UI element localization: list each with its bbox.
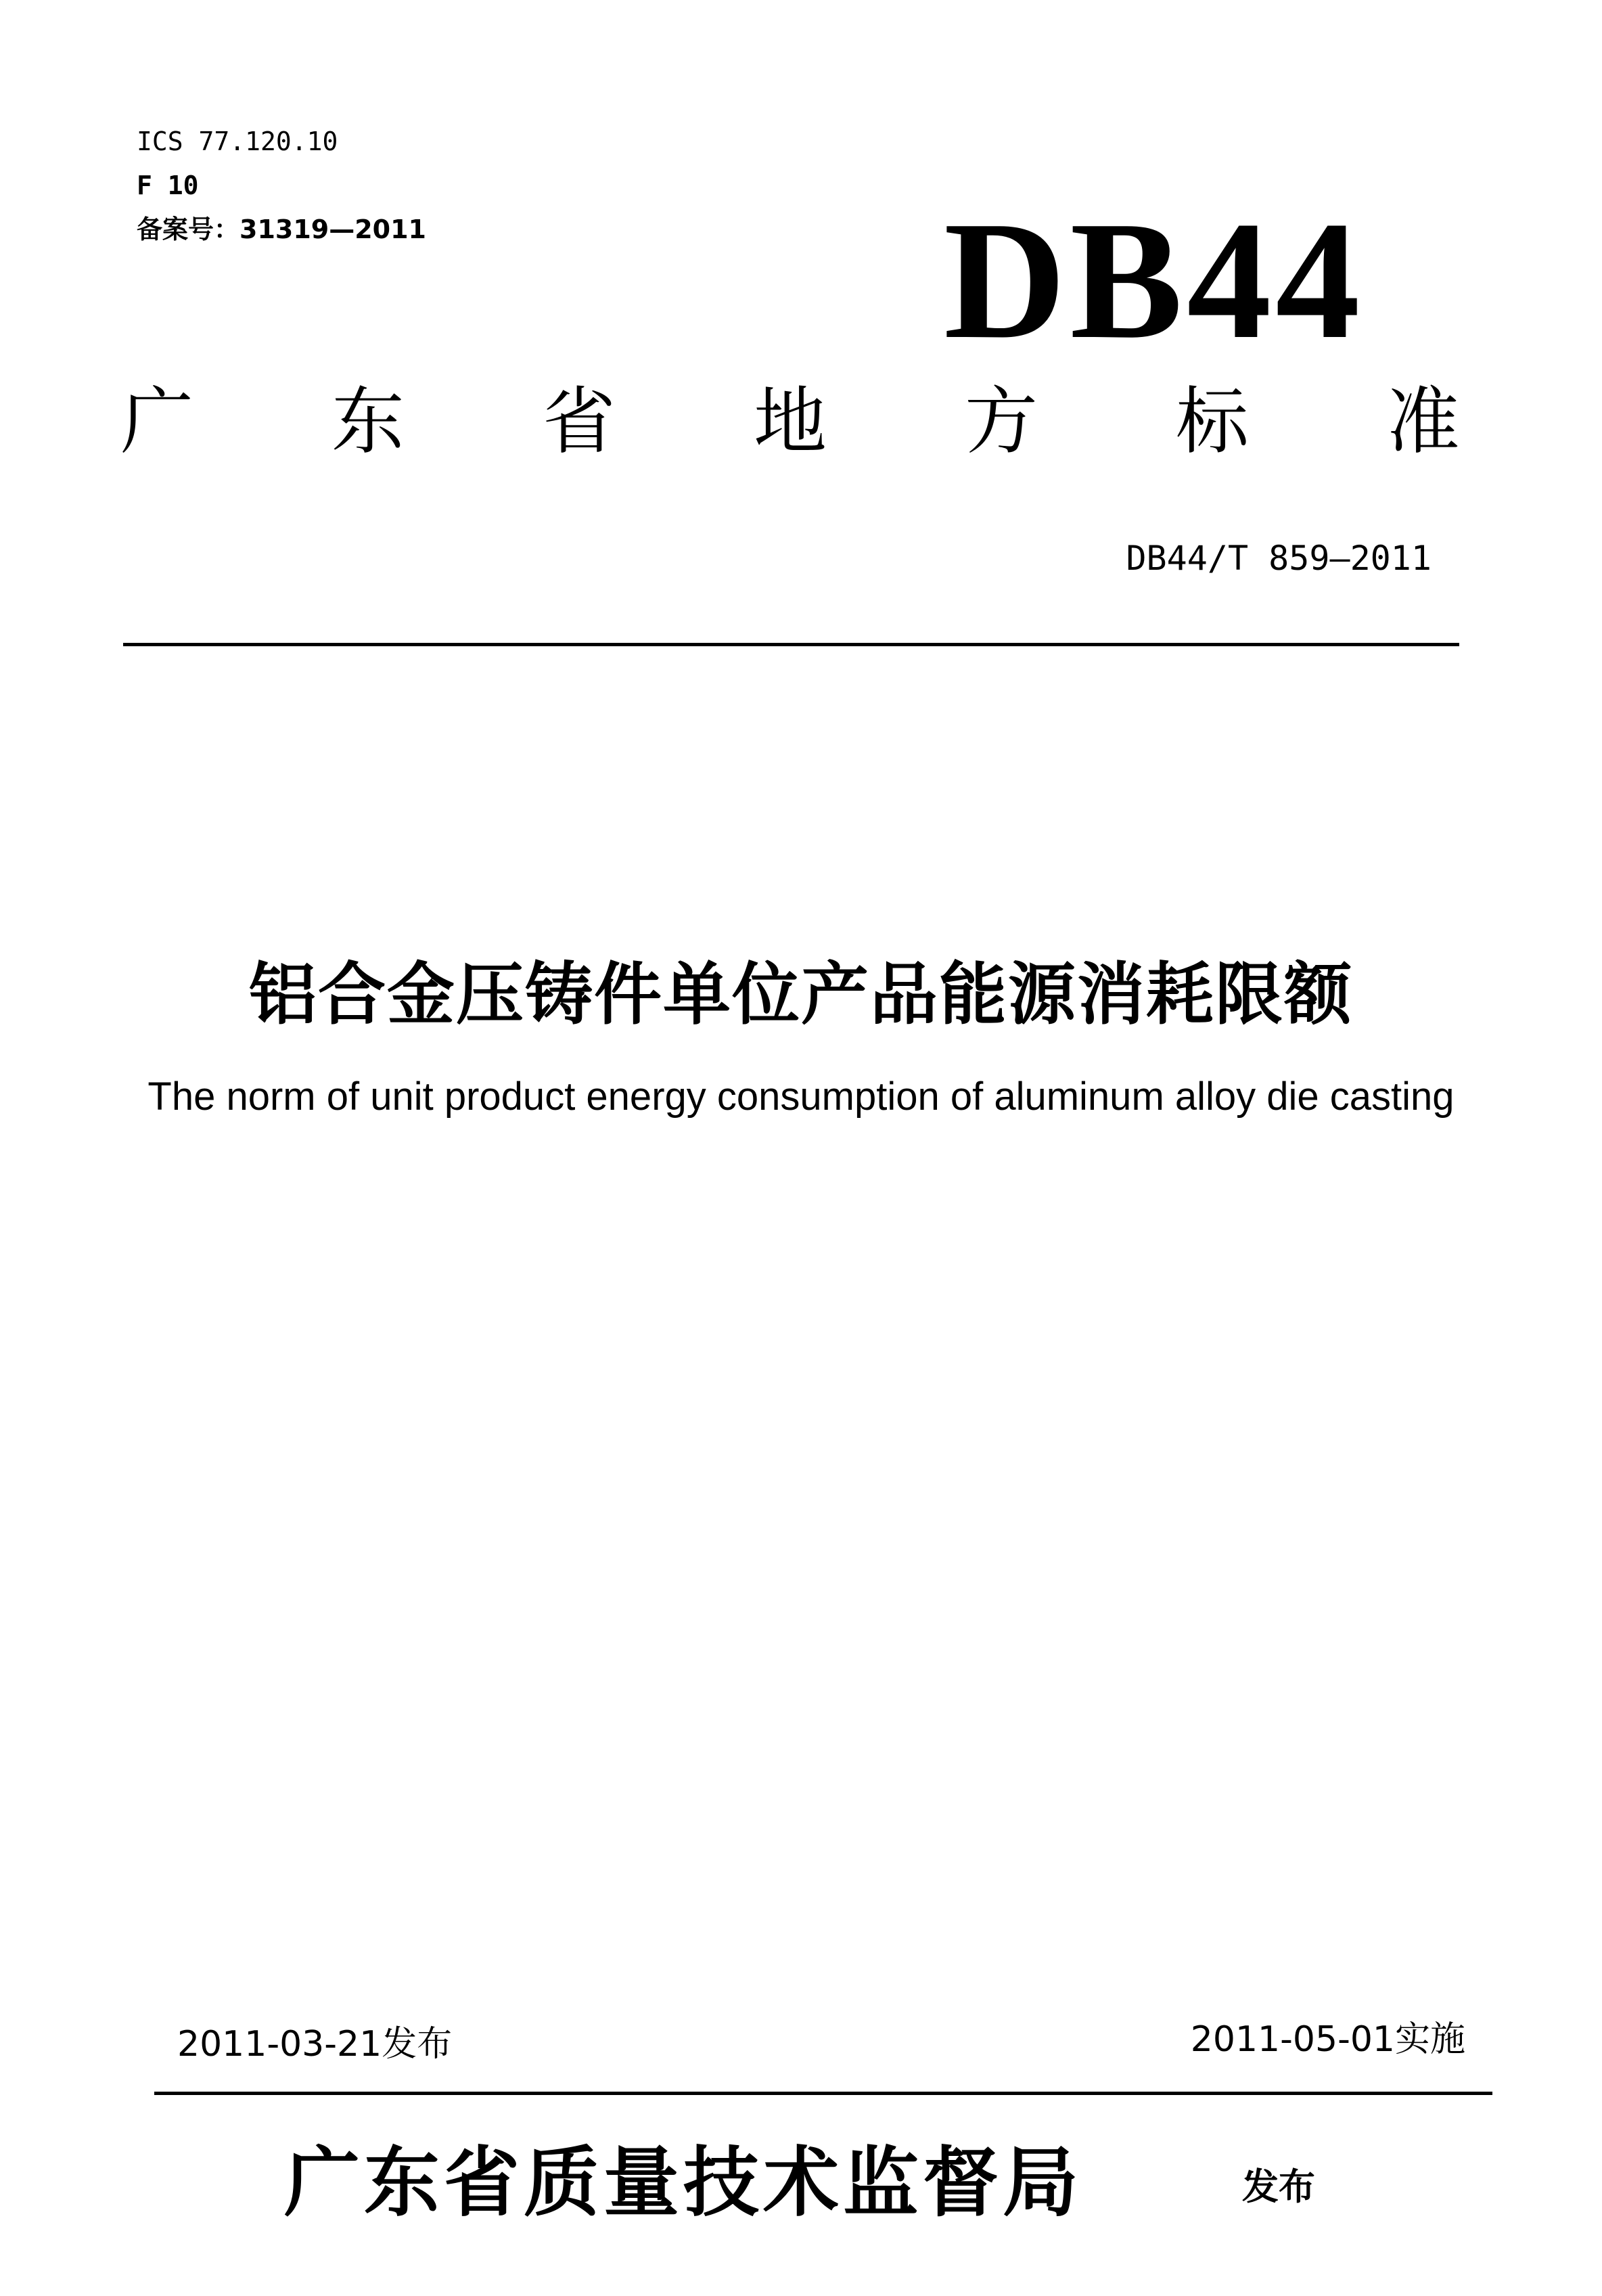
publisher-name: 广东省质量技术监督局 — [284, 2138, 1082, 2227]
ccs-code: F 10 — [137, 171, 199, 200]
implementation-date: 2011-05-01实施 — [1190, 2019, 1465, 2060]
document-title-chinese: 铝合金压铸件单位产品能源消耗限额 — [249, 955, 1353, 1034]
standard-type-char: 标 — [1175, 380, 1249, 464]
issue-date: 2011-03-21发布 — [177, 2024, 453, 2065]
document-title-english: The norm of unit product energy consumption of aluminum alloy die casting — [147, 1075, 1455, 1119]
header-divider — [123, 643, 1459, 646]
standard-type-char: 广 — [120, 380, 194, 464]
footer-divider — [154, 2092, 1492, 2095]
publisher-action: 发布 — [1242, 2165, 1315, 2208]
standard-type-char: 方 — [964, 380, 1038, 464]
standard-logo: DB44 — [944, 187, 1365, 374]
ics-code: ICS 77.120.10 — [137, 127, 338, 156]
standard-type-heading — [120, 380, 1460, 464]
standard-type-char: 准 — [1386, 380, 1460, 464]
standard-type-char: 东 — [331, 380, 405, 464]
standard-type-char: 地 — [753, 380, 827, 464]
record-number: 备案号：31319—2011 — [137, 215, 426, 244]
standard-number: DB44/T 859—2011 — [1126, 539, 1432, 578]
standard-type-char: 省 — [542, 380, 616, 464]
